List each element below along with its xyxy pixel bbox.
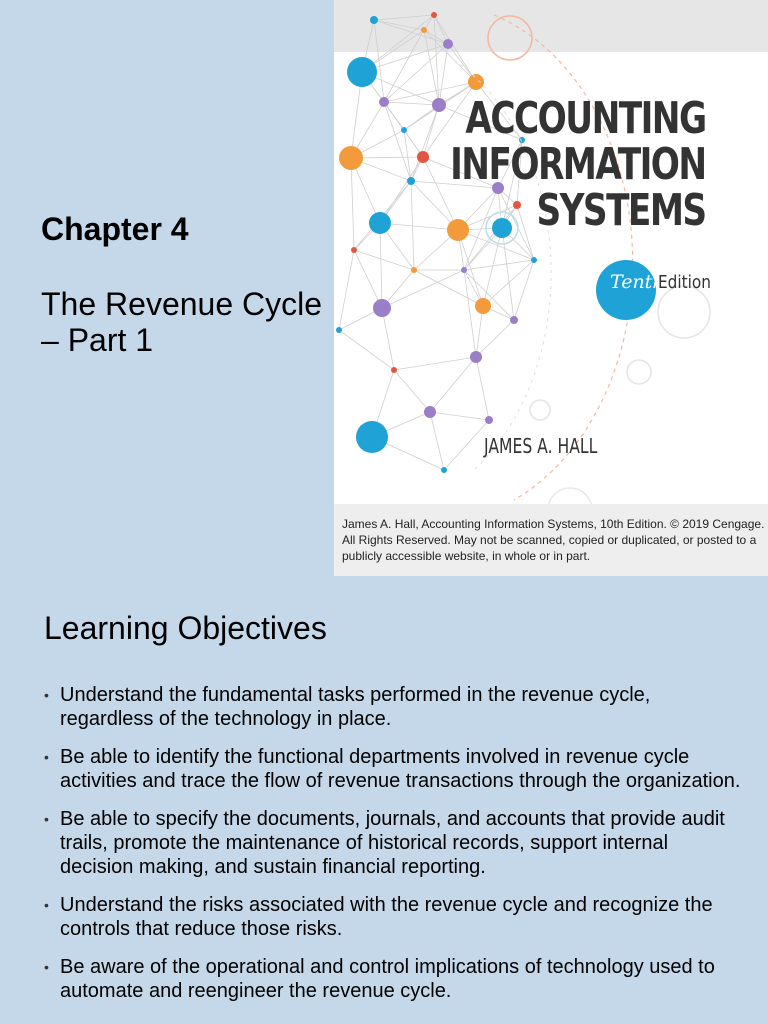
cover-title-line: INFORMATION <box>450 139 706 190</box>
objective-text: Be aware of the operational and control implications of technology used to automate and reengineer the revenue cycle. <box>60 956 715 1002</box>
network-line <box>476 320 514 357</box>
objective-text: Understand the risks associated with the revenue cycle and recognize the controls that reduce those risks. <box>60 894 713 940</box>
network-dot <box>401 127 407 133</box>
copyright-notice <box>334 504 768 576</box>
network-line <box>502 228 514 320</box>
network-dot <box>379 97 389 107</box>
bullet-icon: • <box>44 959 49 975</box>
network-line <box>351 158 354 250</box>
network-line <box>384 102 411 181</box>
list-item <box>44 807 744 879</box>
network-dot <box>336 327 342 333</box>
cover-title-line: SYSTEMS <box>536 185 706 236</box>
bullet-icon: • <box>44 897 49 913</box>
network-dot <box>475 298 491 314</box>
objectives-list <box>44 683 744 1017</box>
list-item <box>44 683 744 731</box>
network-dot <box>391 367 397 373</box>
edition-number: Tenth <box>610 271 665 293</box>
network-line <box>464 260 534 270</box>
network-dot <box>411 267 417 273</box>
network-dot <box>369 212 391 234</box>
cover-author: JAMES A. HALL <box>484 434 598 458</box>
chapter-heading: Chapter 4 <box>41 211 189 247</box>
bullet-icon: • <box>44 811 49 827</box>
network-dot <box>347 57 377 87</box>
objective-text: Be able to specify the documents, journals, and accounts that provide audit trails, promote the maintenance of historical records, support internal decision making, and sustain financial reporting. <box>60 808 725 878</box>
book-cover <box>334 0 768 576</box>
network-line <box>354 250 382 308</box>
cover-title-line: ACCOUNTING <box>465 93 706 144</box>
network-dot <box>510 316 518 324</box>
network-dot <box>461 267 467 273</box>
network-dot <box>443 39 453 49</box>
network-dot <box>431 12 437 18</box>
network-line <box>476 357 489 420</box>
copyright-text: James A. Hall, Accounting Information Systems, 10th Edition. © 2019 Cengage. All Rights Reserved. May not be scanned, copied or duplicated, or posted to a publicly accessible website, in whole or in part. <box>342 517 765 563</box>
network-line <box>430 412 444 470</box>
slide-title: Learning Objectives <box>44 610 327 646</box>
network-line <box>354 250 414 270</box>
network-line <box>339 250 354 330</box>
network-line <box>423 105 439 157</box>
objective-text: Understand the fundamental tasks performed in the revenue cycle, regardless of the technology in place. <box>60 684 651 730</box>
network-dot <box>339 146 363 170</box>
network-line <box>430 357 476 412</box>
network-dot <box>468 74 484 90</box>
network-dot <box>417 151 429 163</box>
network-line <box>394 370 430 412</box>
network-line <box>384 102 404 130</box>
network-dot <box>485 416 493 424</box>
cover-title <box>450 93 706 236</box>
network-line <box>382 308 394 370</box>
network-line <box>384 102 439 105</box>
network-line <box>404 130 411 181</box>
network-dot <box>356 421 388 453</box>
network-dot <box>441 467 447 473</box>
network-dot <box>424 406 436 418</box>
network-line <box>380 223 382 308</box>
network-line <box>339 330 394 370</box>
network-line <box>380 223 458 230</box>
network-dot <box>351 247 357 253</box>
list-item <box>44 893 744 941</box>
network-dot <box>421 27 427 33</box>
network-dot <box>432 98 446 112</box>
network-dot <box>407 177 415 185</box>
network-line <box>464 270 514 320</box>
network-line <box>464 270 476 357</box>
network-line <box>382 270 464 308</box>
network-dot <box>373 299 391 317</box>
list-item <box>44 955 744 1003</box>
network-line <box>394 357 476 370</box>
network-dot <box>470 351 482 363</box>
bullet-icon: • <box>44 687 49 703</box>
list-item <box>44 745 744 793</box>
objective-text: Be able to identify the functional departments involved in revenue cycle activities and trace the flow of revenue transactions through the organization. <box>60 746 741 792</box>
bullet-icon: • <box>44 749 49 765</box>
network-dot <box>370 16 378 24</box>
objectives-slide <box>0 577 768 1024</box>
network-line <box>430 412 489 420</box>
chapter-subtitle: The Revenue Cycle – Part 1 <box>41 286 323 358</box>
edition-label: Edition <box>658 272 711 293</box>
network-dot <box>531 257 537 263</box>
